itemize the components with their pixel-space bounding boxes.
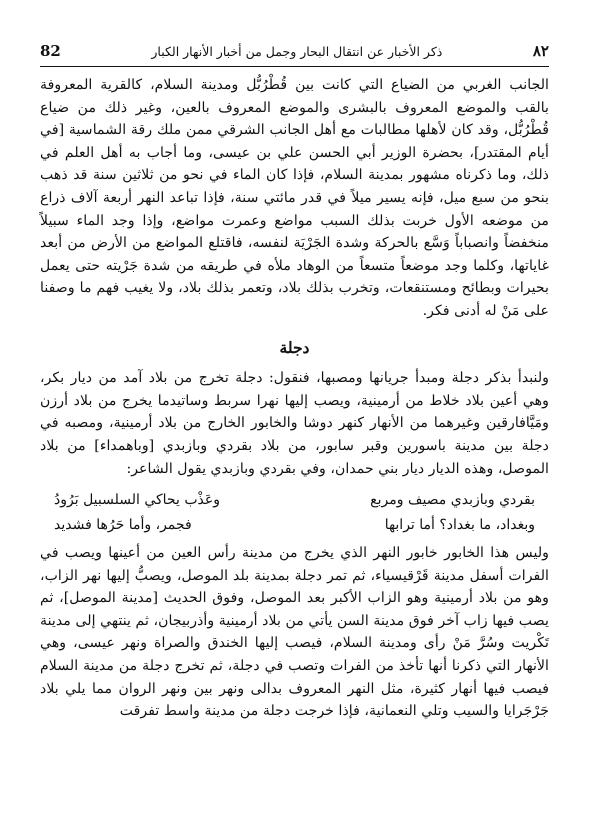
running-header	[40, 38, 549, 64]
page-body	[40, 74, 549, 723]
running-title: ذكر الأخبار عن انتقال البحار وجمل من أخبار الأنهار الكبار	[151, 43, 443, 59]
poem-line-1-second-hemistich: وعَذْب يحاكي السلسبيل بَرُودُ	[54, 492, 220, 509]
poem-line-2-second-hemistich: فجمر، وأما حَرُها فشديد	[54, 517, 192, 534]
poem-line-1-first-hemistich: بقردي وبازبدي مصيف ومربع	[370, 492, 535, 509]
header-rule	[40, 66, 549, 67]
paragraph-3: وليس هذا الخابور خابور النهر الذي يخرج من مدينة رأس العين من أعينها ويصب في الفرات أسفل مدينة قَرْقيسياء، ثم تمر دجلة بمدينة بلد الموصل، ويصبُّ إليها نهر الزاب، وهو من بلاد أرمينية وهو الزاب الأكبر بعد الموصل، وفوق الحديث [مدينة الموصل]، ثم يصب فيها زاب آخر فوق مدينة السن يأتي من بلاد أرمينية وأذربيجان، ثم ينتهي إلى مدينة تَكْريت وسُرَّ مَنْ رأى ومدينة السلام، فيصب إليها الخندق والصراة ونهر عيسى، وهي الأنهار التي ذكرنا أنها تأخذ من الفرات وتصب في دجلة، ثم تخرج دجلة من مدينة السلام فيصب فيها أنهار كثيرة، مثل النهر المعروف بدالى ونهر بين ونهر الروان مما يلي بلاد جَرْجَرايا والسيب وتلي النعمانية، فإذا خرجت دجلة من مدينة واسط تفرقت	[40, 545, 549, 720]
poem-line-1	[40, 488, 549, 513]
paragraph-1: الجانب الغربي من الضياع التي كانت بين قُطْرُبُّل ومدينة السلام، كالقرية المعروفة بالقب والموضع المعروف بالبشرى والموضع المعروف بالعين، وغير ذلك من ضياع قُطْرُبُّل، وقد كان لأهلها مطالبات مع أهل الجانب الشرقي ممن ملك رقة الشماسية [في أيام المقتدر]، بحضرة الوزير أبي الحسن علي بن عيسى، وما أجاب به أهل العلم في ذلك، وما ذكرناه مشهور بمدينة السلام، فإذا كان الماء في نحو من ثلاثين سنة قد ذهب بنحو من سبع ميل، فإنه يسير ميلاً في قدر مائتي سنة، فإذا تباعد النهر أربعة آلاف ذراع من موضعه الأول خربت بذلك السبب مواضع وعمرت مواضع، وإذا وجد الماء سبيلاً منخفضاً وانصباباً وَسَّع بالحركة وشدة الجَرْيَة لنفسه، فاقتلع المواضع من الأرض من أبعد غاياتها، وكلما وجد موضعاً متسعاً من الوهاد ملأه في طريقه من شدة جَرْيته حتى يعمل بحيرات وبطائح ومستنقعات، وتخرب بذلك بلاد، وتعمر بذلك بلاد، ولا يغيب فهم ما وصفنا على مَنْ له أدنى فكر.	[40, 77, 549, 319]
poem-line-2	[40, 513, 549, 538]
page-number-arabic: ٨٢	[532, 42, 549, 60]
paragraph-2: ولنبدأ بذكر دجلة ومبدأ جريانها ومصبها، فنقول: دجلة تخرج من بلاد آمد من ديار بكر، وهي أعين بلاد خلاط من أرمينية، ويصب إليها نهرا سربط وساتيدما يخرج من بلاد أرزن ومَيَّافارقين وغيرهما من الأنهار كنهر دوشا والخابور الخارج من بلاد أرمينية، ومصبه في دجلة بين مدينة باسورين وقبر سابور، من بلاد بقردي وبازبدي [وباهمداء] من بلاد الموصل، وهذه الديار ديار بني حمدان، وفي بقردي وبازبدي يقول الشاعر:	[40, 370, 549, 477]
poem-block	[40, 488, 549, 538]
poem-line-2-first-hemistich: وبغداد، ما بغداد؟ أما ترابها	[384, 517, 535, 534]
section-heading-dijla: دجلة	[279, 337, 310, 357]
page-number-latin: 82	[40, 42, 61, 60]
